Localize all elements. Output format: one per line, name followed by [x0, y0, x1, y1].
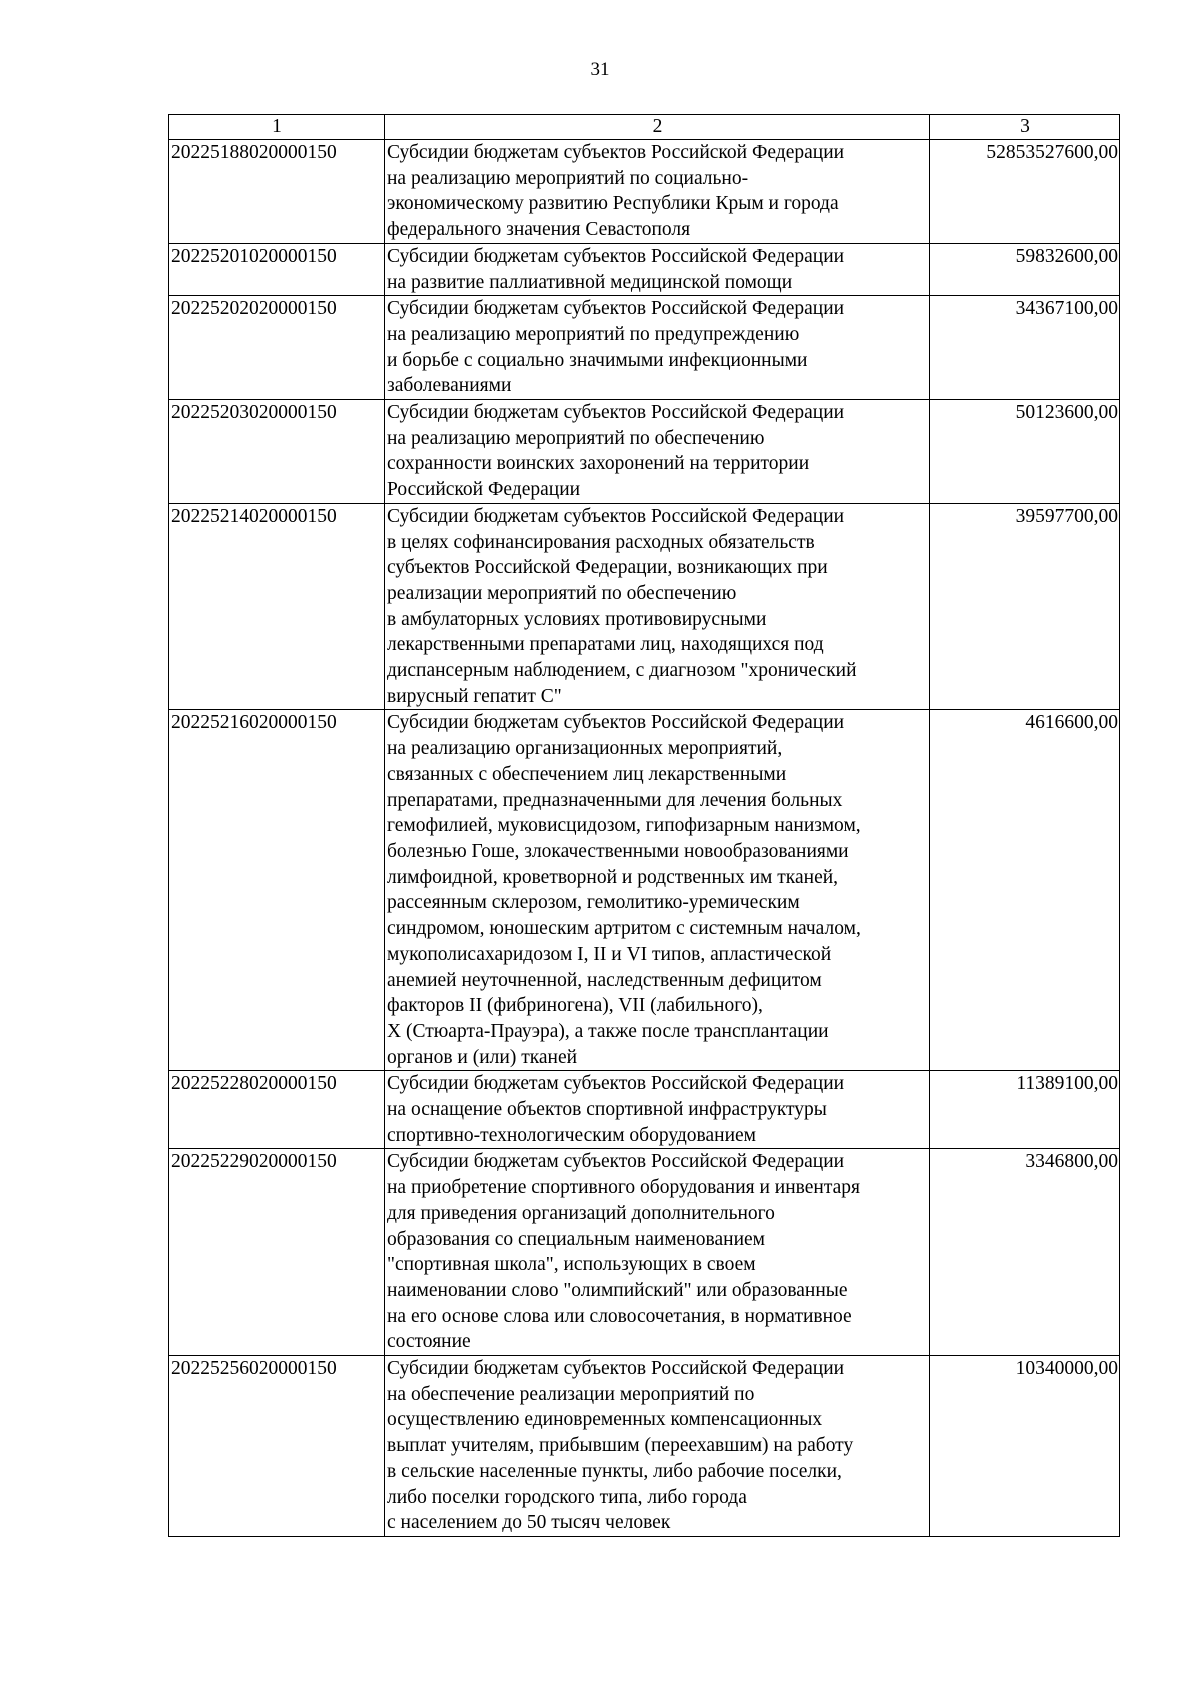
description-line: экономическому развитию Республики Крым и города — [387, 193, 839, 215]
description-line: спортивно-технологическим оборудованием — [387, 1124, 756, 1146]
table-row — [169, 1071, 1120, 1149]
description-line: федерального значения Севастополя — [387, 219, 691, 241]
column-header-1: 1 — [169, 115, 385, 140]
table-row — [169, 400, 1120, 504]
description-line: в целях софинансирования расходных обязательств — [387, 531, 815, 553]
table-row — [169, 1149, 1120, 1356]
description-line: и борьбе с социально значимыми инфекционными — [387, 349, 808, 371]
amount-cell: 3346800,00 — [930, 1149, 1120, 1356]
table-row — [169, 1356, 1120, 1537]
description-line: "спортивная школа", использующих в своем — [387, 1254, 756, 1276]
subsidy-description-cell — [385, 1149, 930, 1356]
description-line: Субсидии бюджетам субъектов Российской Федерации — [387, 245, 845, 267]
description-line: на обеспечение реализации мероприятий по — [387, 1383, 755, 1405]
description-line: Субсидии бюджетам субъектов Российской Федерации — [387, 142, 845, 163]
table-row — [169, 140, 1120, 244]
description-line: на реализацию мероприятий по социально- — [387, 167, 749, 189]
description-line: факторов II (фибриногена), VII (лабильного), — [387, 995, 763, 1017]
description-line: для приведения организаций дополнительного — [387, 1202, 775, 1224]
subsidy-description-cell — [385, 1356, 930, 1537]
budget-code-cell: 20225201020000150 — [169, 243, 385, 295]
description-line: Субсидии бюджетам субъектов Российской Федерации — [387, 298, 845, 320]
description-line: в сельские населенные пункты, либо рабочие поселки, — [387, 1460, 842, 1482]
description-line: на реализацию мероприятий по предупреждению — [387, 323, 800, 345]
description-line: препаратами, предназначенными для лечения больных — [387, 789, 843, 811]
budget-code-cell: 20225203020000150 — [169, 400, 385, 504]
description-line: в амбулаторных условиях противовирусными — [387, 608, 767, 630]
amount-cell: 11389100,00 — [930, 1071, 1120, 1149]
description-line: рассеянным склерозом, гемолитико-уремическим — [387, 892, 800, 914]
table-header-row — [169, 115, 1120, 140]
description-line: вирусный гепатит С" — [387, 685, 562, 707]
table-row — [169, 710, 1120, 1071]
description-line: на реализацию мероприятий по обеспечению — [387, 427, 765, 449]
subsidy-description-cell — [385, 400, 930, 504]
description-line: субъектов Российской Федерации, возникающих при — [387, 557, 828, 579]
budget-code-cell: 20225256020000150 — [169, 1356, 385, 1537]
description-line: наименовании слово "олимпийский" или образованные — [387, 1279, 848, 1301]
budget-code-cell: 20225216020000150 — [169, 710, 385, 1071]
description-line: диспансерным наблюдением, с диагнозом "хронический — [387, 660, 857, 682]
description-line: Субсидии бюджетам субъектов Российской Федерации — [387, 402, 845, 424]
description-line: осуществлению единовременных компенсационных — [387, 1409, 823, 1431]
description-line: состояние — [387, 1331, 471, 1353]
description-line: анемией неуточненной, наследственным дефицитом — [387, 969, 822, 991]
description-line: Субсидии бюджетам субъектов Российской Федерации — [387, 505, 845, 527]
table-row — [169, 296, 1120, 400]
amount-cell: 52853527600,00 — [930, 140, 1120, 244]
description-line: на реализацию организационных мероприятий, — [387, 738, 783, 760]
table-row — [169, 243, 1120, 295]
description-line: синдромом, юношеским артритом с системным началом, — [387, 918, 861, 940]
column-header-2: 2 — [385, 115, 930, 140]
description-line: лимфоидной, кроветворной и родственных им тканей, — [387, 866, 839, 888]
amount-cell: 50123600,00 — [930, 400, 1120, 504]
description-line: болезнью Гоше, злокачественными новообразованиями — [387, 840, 849, 862]
budget-table — [168, 114, 1120, 1537]
description-line: лекарственными препаратами лиц, находящихся под — [387, 634, 824, 656]
description-line: Субсидии бюджетам субъектов Российской Федерации — [387, 1358, 845, 1380]
column-header-3: 3 — [930, 115, 1120, 140]
description-line: сохранности воинских захоронений на территории — [387, 453, 810, 475]
table-header — [169, 115, 1120, 140]
budget-code-cell: 20225228020000150 — [169, 1071, 385, 1149]
subsidy-description-cell — [385, 1071, 930, 1149]
description-line: органов и (или) тканей — [387, 1046, 578, 1068]
table-row — [169, 503, 1120, 710]
amount-cell: 34367100,00 — [930, 296, 1120, 400]
budget-code-cell: 20225229020000150 — [169, 1149, 385, 1356]
amount-cell: 39597700,00 — [930, 503, 1120, 710]
budget-code-cell: 20225214020000150 — [169, 503, 385, 710]
description-line: Субсидии бюджетам субъектов Российской Федерации — [387, 1151, 845, 1173]
table-body — [169, 140, 1120, 1537]
description-line: реализации мероприятий по обеспечению — [387, 582, 737, 604]
description-line: с населением до 50 тысяч человек — [387, 1512, 671, 1534]
description-line: на его основе слова или словосочетания, в нормативное — [387, 1305, 852, 1327]
amount-cell: 10340000,00 — [930, 1356, 1120, 1537]
amount-cell: 59832600,00 — [930, 243, 1120, 295]
budget-code-cell: 20225202020000150 — [169, 296, 385, 400]
description-line: на приобретение спортивного оборудования и инвентаря — [387, 1177, 860, 1199]
description-line: образования со специальным наименованием — [387, 1228, 766, 1250]
subsidy-description-cell — [385, 503, 930, 710]
description-line: либо поселки городского типа, либо города — [387, 1486, 747, 1508]
description-line: Субсидии бюджетам субъектов Российской Федерации — [387, 712, 845, 734]
description-line: на оснащение объектов спортивной инфраструктуры — [387, 1099, 827, 1121]
description-line: Субсидии бюджетам субъектов Российской Федерации — [387, 1073, 845, 1095]
description-line: X (Стюарта-Прауэра), а также после трансплантации — [387, 1020, 829, 1042]
description-line: на развитие паллиативной медицинской помощи — [387, 271, 793, 293]
page-number: 31 — [590, 59, 610, 80]
subsidy-description-cell — [385, 140, 930, 244]
description-line: мукополисахаридозом I, II и VI типов, апластической — [387, 943, 832, 965]
description-line: Российской Федерации — [387, 479, 581, 501]
description-line: связанных с обеспечением лиц лекарственными — [387, 763, 787, 785]
description-line: заболеваниями — [387, 375, 512, 397]
description-line: гемофилией, муковисцидозом, гипофизарным нанизмом, — [387, 815, 861, 837]
budget-code-cell: 20225188020000150 — [169, 140, 385, 244]
subsidy-description-cell — [385, 296, 930, 400]
subsidy-description-cell — [385, 710, 930, 1071]
subsidy-description-cell — [385, 243, 930, 295]
description-line: выплат учителям, прибывшим (переехавшим) на работу — [387, 1435, 854, 1457]
amount-cell: 4616600,00 — [930, 710, 1120, 1071]
